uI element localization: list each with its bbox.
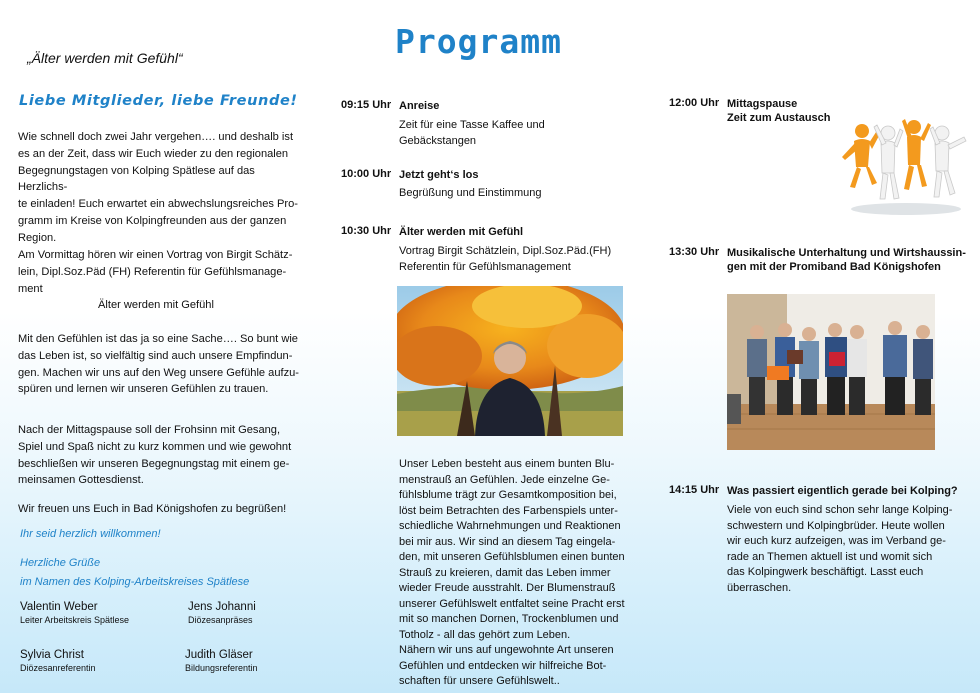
text-line: Unser Leben besteht aus einem bunten Blu-	[399, 458, 615, 470]
text-line: rade an Themen aktuell ist und womit sich	[727, 550, 933, 563]
paragraph-morning	[18, 247, 303, 314]
text-line: Nach der Mittagspause soll der Frohsinn mit Gesang,	[18, 424, 281, 436]
paragraph-feelings	[18, 331, 303, 398]
event-title: gen mit der Promiband Bad Königshofen	[727, 261, 941, 273]
event-title: Älter werden mit Gefühl	[399, 226, 524, 238]
text-line: te einladen! Euch erwartet ein abwechslungsreiches Pro-	[18, 198, 298, 211]
event-title: Mittagspause	[727, 98, 798, 110]
band-photo	[727, 294, 935, 450]
text-line: Vortrag Birgit Schätzlein, Dipl.Soz.Päd.(FH)	[399, 245, 612, 257]
text-line: menstrauß an Gefühlen. Jede einzelne Ge-	[399, 473, 610, 486]
text-line: bei mir aus. Wir sind an diesem Tag eingela-	[399, 535, 616, 548]
event-title: Zeit zum Austausch	[727, 112, 831, 124]
event-time: 09:15 Uhr	[341, 99, 392, 111]
text-line: Strauß zu kreieren, damit das Leben immer	[399, 566, 611, 579]
event-time: 13:30 Uhr	[669, 246, 720, 258]
event-desc	[727, 503, 977, 596]
text-line: Spiel und Spaß nicht zu kurz kommen und wie gewohnt	[18, 440, 292, 453]
event-title: Musikalische Unterhaltung und Wirtshaussin-	[727, 247, 966, 259]
text-line: spüren und lernen wir unseren Gefühlen zu trauen.	[18, 383, 269, 396]
text-line: Viele von euch sind schon sehr lange Kolping-	[727, 504, 953, 516]
event-block	[399, 168, 634, 202]
text-line: löst beim Betrachten des Farbenspiels unter-	[399, 504, 618, 517]
event-block	[399, 99, 634, 149]
signature-name: Valentin Weber	[20, 601, 98, 613]
signature	[188, 601, 256, 625]
event-desc: Begrüßung und Einstimmung	[399, 187, 542, 199]
text-line: schiedliche Wahrnehmungen und Reaktionen	[399, 520, 621, 532]
text-line: Wie schnell doch zwei Jahr vergehen…. und deshalb ist	[18, 131, 294, 143]
text-line: unserer Gefühlswelt entfaltet seine Pracht erst	[399, 597, 625, 610]
text-line: Gefühlen und entdecken wir hilfreiche Bot-	[399, 659, 607, 672]
event-desc	[399, 244, 639, 275]
text-line: wir euch kurz aufzeigen, was im Verband ge-	[727, 535, 946, 547]
signature	[20, 649, 96, 673]
event-time: 12:00 Uhr	[669, 97, 720, 109]
signature-name: Jens Johanni	[188, 601, 256, 613]
signature-role: Diözesanpräses	[188, 615, 253, 625]
text-line: Gebäckstangen	[399, 134, 477, 147]
paragraph-afternoon	[18, 422, 303, 489]
text-line: überraschen.	[727, 581, 792, 594]
text-line: schaften für unsere Gefühlswelt..	[399, 675, 560, 687]
paragraph-closing: Wir freuen uns Euch in Bad Königshofen zu begrüßen!	[18, 503, 287, 515]
text-line: den, mit unseren Gefühlsblumen einen bunten	[399, 551, 625, 563]
text-line: Referentin für Gefühlsmanagement	[399, 260, 571, 273]
signature	[20, 601, 129, 625]
signature	[185, 649, 258, 673]
event-time: 10:30 Uhr	[341, 225, 392, 237]
talk-description	[399, 457, 639, 690]
salutation: Liebe Mitglieder, liebe Freunde!	[19, 93, 298, 109]
event-block	[727, 97, 831, 125]
text-line: beschließen wir unseren Begegnungstag mit einem ge-	[18, 457, 290, 470]
text-line: gen. Machen wir uns auf den Weg unsere Gefühle aufzu-	[18, 366, 300, 379]
signature-role: Diözesanreferentin	[20, 663, 96, 673]
event-title: Anreise	[399, 100, 440, 112]
talk-title: Älter werden mit Gefühl	[98, 299, 214, 312]
text-line: meinsamen Gottesdienst.	[18, 474, 144, 487]
text-line: Begegnungstagen von Kolping Spätlese auf das Herzlichs-	[18, 164, 255, 194]
text-line: mit so manchen Dornen, Trockenblumen und	[399, 613, 619, 625]
text-line: fühlsblume trägt zur Gesamtkomposition bei,	[399, 489, 617, 501]
text-line: es an der Zeit, dass wir Euch wieder zu den regionalen	[18, 147, 289, 160]
text-line: Mit den Gefühlen ist das ja so eine Sache…. So bunt wie	[18, 333, 298, 345]
regards-sub-line: im Namen des Kolping-Arbeitskreises Spätlese	[20, 576, 250, 588]
jumping-people-icon	[842, 117, 970, 217]
text-line: gramm im Kreise von Kolpingfreunden aus der ganzen	[18, 214, 287, 227]
text-line: ment	[18, 282, 43, 295]
event-title: Was passiert eigentlich gerade bei Kolping?	[727, 485, 958, 497]
text-line: das Leben ist, so vielfältig sind auch unsere Empfindun-	[18, 349, 293, 362]
motto: „Älter werden mit Gefühl“	[27, 50, 183, 66]
event-title: Jetzt geht‘s los	[399, 169, 479, 181]
text-line: schwestern und Kolpingbrüder. Heute wollen	[727, 519, 945, 532]
signature-role: Leiter Arbeitskreis Spätlese	[20, 615, 130, 625]
signature-name: Judith Gläser	[185, 649, 253, 661]
page-title: Programm	[395, 22, 562, 61]
text-line: Am Vormittag hören wir einen Vortrag von Birgit Schätz-	[18, 249, 293, 261]
text-line: Nähern wir uns auf ungewohnte Art unseren	[399, 644, 614, 656]
speaker-photo	[397, 286, 623, 436]
text-line: lein, Dipl.Soz.Päd (FH) Referentin für Gefühlsmanage-	[18, 265, 287, 278]
event-time: 10:00 Uhr	[341, 168, 392, 180]
paragraph-intro	[18, 129, 303, 247]
text-line: Region.	[18, 231, 57, 244]
event-desc	[399, 118, 634, 149]
event-block	[727, 246, 977, 274]
text-line: das Kolpingwerk beschäftigt. Lasst euch	[727, 566, 924, 578]
event-time: 14:15 Uhr	[669, 484, 720, 496]
signature-name: Sylvia Christ	[20, 649, 84, 661]
signature-role: Bildungsreferentin	[185, 663, 258, 673]
event-block	[727, 484, 977, 596]
text-line: Zeit für eine Tasse Kaffee und	[399, 119, 545, 131]
welcome-line: Ihr seid herzlich willkommen!	[20, 528, 161, 540]
text-line: Totholz - all das gehört zum Leben.	[399, 628, 571, 641]
text-line: wieder Freude ausstrahlt. Der Blumenstrauß	[399, 582, 616, 594]
event-block	[399, 225, 639, 275]
regards-line: Herzliche Grüße	[20, 557, 101, 569]
